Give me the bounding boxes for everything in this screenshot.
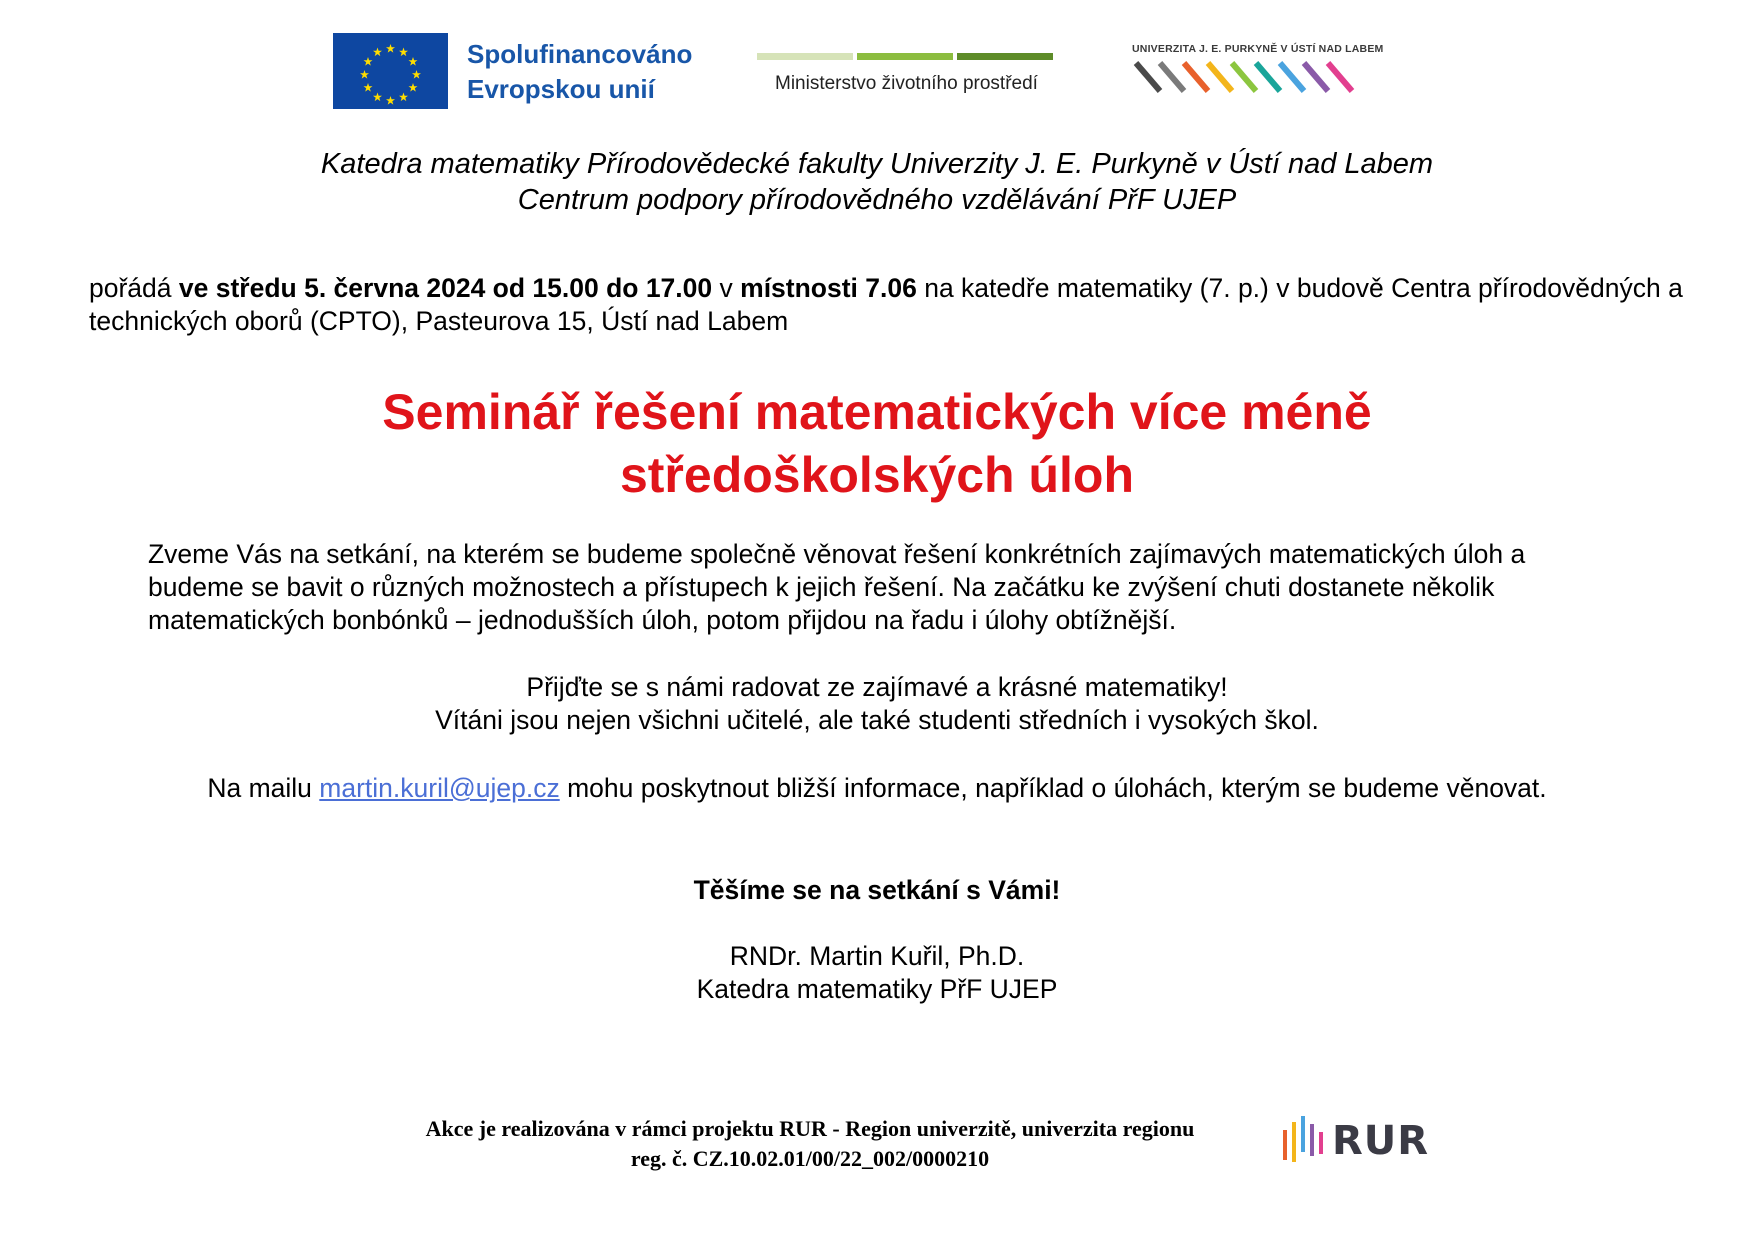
mail-suffix: mohu poskytnout bližší informace, například o úlohách, kterým se budeme věnovat. xyxy=(559,773,1547,803)
header-center: Centrum podpory přírodovědného vzdělávání PřF UJEP xyxy=(517,184,1237,216)
ministry-bar-mid xyxy=(857,53,953,60)
email-link[interactable]: martin.kuril@ujep.cz xyxy=(319,773,560,803)
ministry-bar-light xyxy=(757,53,853,60)
ministry-logo-text: Ministerstvo životního prostředí xyxy=(775,73,1038,94)
ministry-environment-logo xyxy=(757,53,1053,103)
rur-project-logo xyxy=(1280,1112,1430,1168)
invitation-paragraph: Zveme Vás na setkání, na kterém se budeme společně věnovat řešení konkrétních zajímavých matematických úloh a budeme se bavit o různých možnostech a přístupech k jejich řešení. Na začátku ke zvýšení chuti dostanete několik matematických bonbónků – jednodušších úloh, potom přijdou na řadu i úlohy obtížnější. xyxy=(148,539,1526,635)
contact-paragraph xyxy=(190,772,1564,805)
intro-prefix: pořádá xyxy=(89,273,179,303)
closing-line: Těšíme se na setkání s Vámi! xyxy=(693,875,1061,905)
intro-location: na katedře matematiky (7. p.) v budově Centra přírodovědných a technických oborů (CPTO), Pasteurova 15, Ústí nad Labem xyxy=(89,273,1683,336)
signature-name: RNDr. Martin Kuřil, Ph.D. xyxy=(729,941,1025,971)
rur-bars-icon xyxy=(1280,1112,1328,1168)
rur-logo-text: RUR xyxy=(1332,1118,1430,1164)
signature xyxy=(0,940,1754,1006)
eu-logo-text xyxy=(467,37,707,107)
project-footer xyxy=(360,1114,1260,1174)
header-department: Katedra matematiky Přírodovědecké fakulty Univerzity J. E. Purkyně v Ústí nad Labem xyxy=(320,148,1434,180)
seminar-title xyxy=(0,381,1754,507)
eu-cofinancing-logo xyxy=(333,33,705,109)
footer-project: Akce je realizována v rámci projektu RUR - Region univerzitě, univerzita regionu xyxy=(425,1116,1195,1141)
invite-line1: Přijďte se s námi radovat ze zajímavé a krásné matematiky! xyxy=(526,672,1228,702)
event-intro xyxy=(89,272,1729,338)
intro-room: místnosti 7.06 xyxy=(740,273,917,303)
title-line2: středoškolských úloh xyxy=(619,447,1135,503)
ujep-logo-text: UNIVERZITA J. E. PURKYNĚ V ÚSTÍ NAD LABEM xyxy=(1132,43,1384,55)
mail-prefix: Na mailu xyxy=(207,773,320,803)
invite-block xyxy=(0,671,1754,737)
eu-logo-line2: Evropskou unií xyxy=(467,74,655,104)
ministry-bar-dark xyxy=(957,53,1053,60)
title-line1: Seminář řešení matematických více méně xyxy=(382,384,1372,440)
eu-logo-line1: Spolufinancováno xyxy=(467,39,693,69)
organizer-header xyxy=(0,146,1754,218)
ujep-university-logo xyxy=(1132,43,1384,98)
intro-date-time: ve středu 5. června 2024 od 15.00 do 17.00 xyxy=(178,273,713,303)
ujep-color-strokes-icon xyxy=(1132,59,1366,99)
intro-middle: v xyxy=(712,273,741,303)
ministry-logo-bars xyxy=(757,53,1053,61)
eu-flag-icon xyxy=(333,33,448,109)
signature-department: Katedra matematiky PřF UJEP xyxy=(696,974,1058,1004)
footer-registration: reg. č. CZ.10.02.01/00/22_002/0000210 xyxy=(630,1146,990,1171)
invite-line2: Vítáni jsou nejen všichni učitelé, ale také studenti středních i vysokých škol. xyxy=(435,705,1319,735)
